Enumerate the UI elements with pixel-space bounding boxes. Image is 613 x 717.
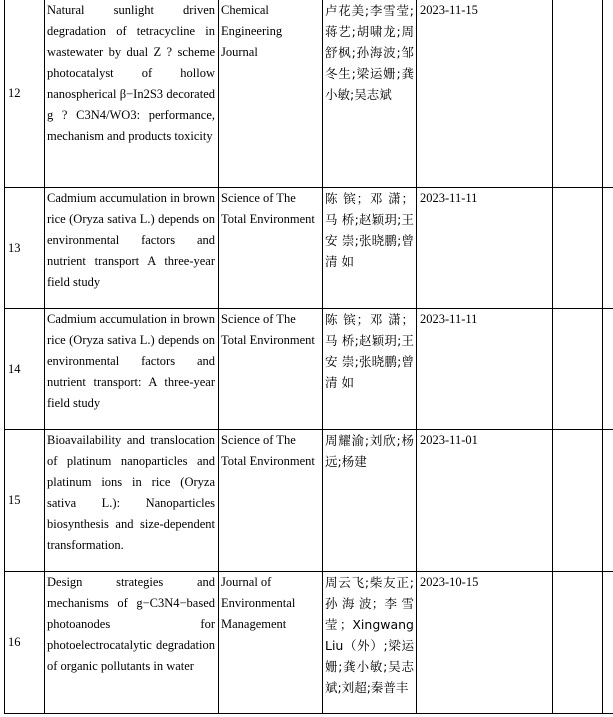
authors: 陈 镔；邓 潇；马 桥;赵颖玥;王安 崇;张晓鹏;曾清 如 bbox=[325, 191, 414, 269]
authors: 周云飞;柴友正;孙 海 波；李 雪 莹；Xingwang Liu（外）;梁运姗;龚小敏;吴志斌;刘超;秦普丰 bbox=[325, 575, 414, 695]
publish-date: 2023-11-11 bbox=[420, 191, 478, 205]
row-number: 15 bbox=[8, 493, 21, 507]
empty-cell bbox=[553, 188, 603, 309]
empty-cell bbox=[553, 309, 603, 430]
empty-cell bbox=[603, 572, 613, 714]
table-row bbox=[5, 430, 613, 572]
table-row bbox=[5, 0, 613, 188]
empty-cell bbox=[603, 0, 613, 188]
journal-name: Journal of Environmental Management bbox=[221, 575, 296, 631]
empty-cell bbox=[603, 309, 613, 430]
table-row bbox=[5, 572, 613, 714]
row-number: 13 bbox=[8, 240, 21, 255]
publish-date: 2023-10-15 bbox=[420, 575, 479, 589]
row-number: 14 bbox=[8, 361, 21, 376]
authors: 卢花美;李雪莹;蒋艺;胡啸龙;周舒枫;孙海波;邹冬生;梁运姗;龚小敏;吴志斌 bbox=[325, 3, 414, 102]
empty-cell bbox=[603, 188, 613, 309]
row-number: 12 bbox=[8, 86, 21, 100]
publish-date: 2023-11-15 bbox=[420, 3, 478, 17]
row-number: 16 bbox=[8, 635, 21, 649]
empty-cell bbox=[603, 430, 613, 572]
empty-cell bbox=[553, 0, 603, 188]
journal-name: Science of The Total Environment bbox=[221, 312, 315, 347]
journal-name: Science of The Total Environment bbox=[221, 191, 315, 226]
authors: 陈 镔；邓 潇；马 桥;赵颖玥;王安 崇;张晓鹏;曾清 如 bbox=[325, 312, 414, 390]
paper-title: Cadmium accumulation in brown rice (Oryza sativa L.) depends on environmental factors and nutrient transport: A three-year field study bbox=[47, 312, 215, 410]
journal-name: Chemical Engineering Journal bbox=[221, 3, 283, 59]
paper-title: Natural sunlight driven degradation of tetracycline in wastewater by dual Z ? scheme photocatalyst of hollow nanospherical β−In2S3 decorated g ? C3N4/WO3: performance, mechanism and products toxicity bbox=[47, 3, 215, 143]
journal-name: Science of The Total Environment bbox=[221, 433, 315, 468]
table-row bbox=[5, 309, 613, 430]
publications-table bbox=[4, 0, 613, 714]
authors: 周耀渝;刘欣;杨远;杨建 bbox=[325, 433, 414, 469]
publish-date: 2023-11-01 bbox=[420, 433, 478, 447]
paper-title: Cadmium accumulation in brown rice (Oryza sativa L.) depends on environmental factors and nutrient transport A three-year field study bbox=[47, 191, 215, 289]
publish-date: 2023-11-11 bbox=[420, 312, 478, 326]
table-row bbox=[5, 188, 613, 309]
empty-cell bbox=[553, 572, 603, 714]
paper-title: Design strategies and mechanisms of g−C3N4−based photoanodes for photoelectrocatalytic degradation of organic pollutants in water bbox=[47, 575, 215, 673]
empty-cell bbox=[553, 430, 603, 572]
paper-title: Bioavailability and translocation of platinum nanoparticles and platinum ions in rice (Oryza sativa L.): Nanoparticles biosynthesis and size-dependent transformation. bbox=[47, 433, 215, 552]
